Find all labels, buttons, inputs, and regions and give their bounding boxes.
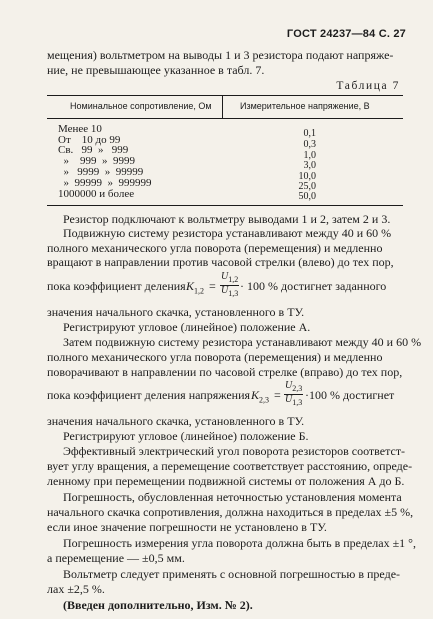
table-row-voltage: 0,1 [303, 128, 316, 139]
table-row-range: Св. 99 » 999 [58, 144, 129, 156]
paragraph-line: Затем подвижную систему резистора устанавливают между 40 и 60 % [63, 335, 422, 349]
fraction-u23-u13: $\frac{U_{2,3}}{U_{1,3}}$ [285, 380, 303, 407]
table-caption: Таблица 7 [336, 80, 400, 92]
page-header: ГОСТ 24237—84 С. 27 [286, 28, 406, 40]
paragraph-line: поворачивают в направлении по часовой стрелке (вправо) до тех пор, [47, 365, 403, 379]
paragraph-line: полного механического угла поворота (перемещения) и медленно [47, 350, 383, 364]
paragraph-line: если иное значение погрешности не установлено в ТУ. [47, 520, 327, 534]
paragraph-line: лах ±2,5 %. [47, 582, 105, 596]
table-top-rule [47, 95, 403, 96]
fraction-u12-u13: $\frac{U_{1,2}}{U_{1,3}}$ [221, 271, 239, 298]
paragraph-line: Погрешность, обусловленная неточностью установления момента [63, 490, 402, 504]
paragraph-position-b: Регистрируют угловое (линейное) положение Б. [63, 429, 309, 443]
intro-line-1: мещения) вольтметром на выводы 1 и 3 резистора подают напряже- [47, 48, 394, 62]
formula-suffix: ·100 % достигнет [305, 388, 395, 402]
table-bottom-rule [47, 205, 403, 206]
formula-symbol: $K_{2,3}$ [251, 388, 270, 405]
formula-suffix: · 100 % достигнет заданного [240, 279, 387, 293]
equals-sign: = [274, 388, 281, 402]
paragraph-line: значения начального скачка, установленного в ТУ. [47, 305, 305, 319]
table-row-voltage: 1,0 [303, 150, 316, 161]
table-row-range: » 999 » 9999 [58, 155, 135, 167]
table-column-divider [222, 96, 223, 118]
paragraph-line: Погрешность измерения угла поворота должна быть в пределах ±1 °, [63, 536, 416, 550]
table-row-range: Менее 10 [58, 123, 102, 135]
paragraph-line: вращают в направлении против часовой стрелки (влево) до тех пор, [47, 255, 394, 269]
table-row-voltage: 0,3 [303, 139, 316, 150]
amendment-note: (Введен дополнительно, Изм. № 2). [63, 598, 253, 612]
paragraph-line: Эффективный электрический угол поворота резисторов соответст- [63, 444, 406, 458]
formula-prefix: пока коэффициент деления напряжения [47, 388, 251, 402]
paragraph-line: значения начального скачка, установленного в ТУ. [47, 414, 305, 428]
paragraph-line: полного механического угла поворота (перемещения) и медленно [47, 241, 383, 255]
paragraph-position-a: Регистрируют угловое (линейное) положение А. [63, 320, 311, 334]
table-header-resistance: Номинальное сопротивление, Ом [70, 101, 212, 111]
table-row-range: » 99999 » 999999 [58, 177, 152, 189]
table-row-range: От 10 до 99 [58, 134, 121, 146]
table-row-voltage: 10,0 [298, 171, 316, 182]
paragraph-line: Подвижную систему резистора устанавливают между 40 и 60 % [63, 226, 392, 240]
table-header-rule [47, 118, 403, 119]
intro-line-2: ние, не превышающее указанное в табл. 7. [47, 63, 265, 77]
table-header-voltage: Измерительное напряжение, В [240, 101, 370, 111]
table-row-range: » 9999 » 99999 [58, 166, 144, 178]
table-row-voltage: 25,0 [298, 181, 316, 192]
formula-symbol: $K_{1,2}$ [186, 279, 205, 296]
table-row-range: 1000000 и более [58, 188, 135, 200]
paragraph-line: вует углу вращения, а перемещение соответствует расстоянию, опреде- [47, 459, 413, 473]
equals-sign: = [209, 279, 216, 293]
formula-prefix: пока коэффициент деления [47, 279, 186, 293]
table-row-voltage: 3,0 [303, 160, 316, 171]
paragraph-line: ленному при перемещении подвижной системы от положения А до Б. [47, 474, 405, 488]
table-row-voltage: 50,0 [298, 191, 316, 202]
paragraph-line: начального скачка сопротивления, должна находиться в пределах ±5 %, [47, 505, 414, 519]
paragraph-line: Вольтметр следует применять с основной погрешностью в преде- [63, 567, 401, 581]
paragraph-connection: Резистор подключают к вольтметру выводами 1 и 2, затем 2 и 3. [63, 212, 391, 226]
paragraph-line: а перемещение — ±0,5 мм. [47, 551, 185, 565]
